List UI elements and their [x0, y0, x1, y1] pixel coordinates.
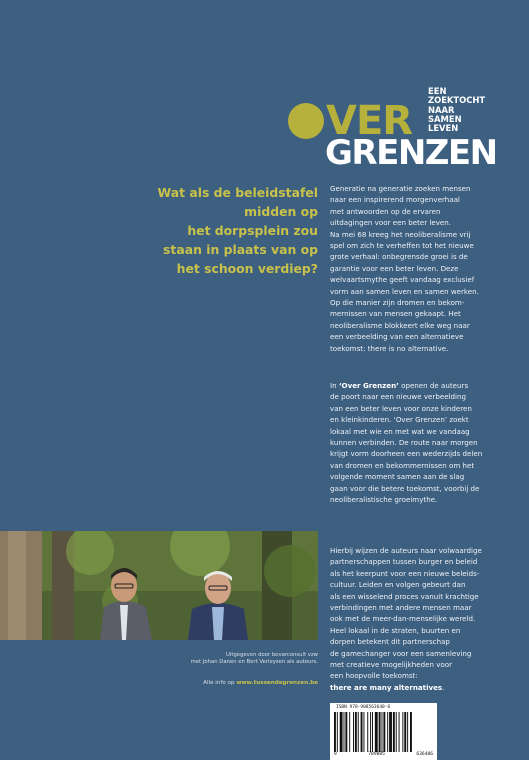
publisher-credits: Uitgegeven door bevarconsult vzw met Johan Danen en Bert Verleysen als auteurs.	[190, 652, 318, 666]
title-grenzen: GRENZEN	[325, 133, 497, 173]
website-link[interactable]: www.tussendegrenzen.be	[236, 680, 318, 686]
isbn-label: ISBN 978-908563640-6	[336, 705, 391, 710]
pull-quote: Wat als de beleidstafel midden op het dorpsplein zou staan in plaats van op het schoon verdiep?	[157, 185, 318, 276]
barcode-bars	[334, 712, 433, 752]
body-paragraph-1: Generatie na generatie zoeken mensen naar een inspirerend morgenverhaal met antwoorden op de ervaren uitdagingen voor een beter leven. Na mei 68 kreeg het neoliberalisme vrij spel om zich te verheffen tot het nieuwe grote verhaal: onbegrensde groei is de garantie voor een beter leven. Deze welvaartsmythe geeft vandaag exclusief vorm aan samen leven en samen werken. Op die manier zijn dromen en bekom- mernissen van mensen gekaapt. Het neoliberalisme blokkeert elke weg naar een verbeelding van een alternatieve toekomst: there is no alternative.	[330, 184, 479, 353]
book-title-inline: ‘Over Grenzen’	[338, 381, 399, 390]
body-paragraph-3: Hierbij wijzen de auteurs naar volwaardige partnerschappen tussen burger en beleid als het keerpunt voor een nieuwe beleids- cultuur. Leiden en volgen gebeurt dan als een wisselend proces vanuit krachtige verbindingen met andere mensen maar ook met de meer-dan-menselijke wereld. Heel lokaal in de straten, buurten en dorpen betekent dit partnerschap de gamechanger voor een samenleving met creatieve mogelijkheden voor een hoopvolle toekomst: there are many alternatives.	[330, 546, 482, 692]
authors-photo	[0, 531, 318, 640]
authors-photo-illustration	[0, 531, 318, 640]
body-paragraph-2: In ‘Over Grenzen’ openen de auteurs de poort naar een nieuwe verbeelding van een beter leven voor onze kinderen en kleinkinderen. ‘Over Grenzen’ zoekt lokaal met wie en met wat we vandaag kunnen verbinden. De route naar morgen krijgt vorm doorheen een wederzijds delen van dromen en bekommernissen om het volgende moment samen aan de slag gaan voor die betere toekomst, voorbij de neoliberalistische groeimythe.	[330, 381, 483, 505]
book-title-logo	[288, 85, 528, 175]
tagline: EEN ZOEKTOCHT NAAR SAMEN LEVEN	[428, 86, 486, 134]
barcode-digits: 9 789085 636406	[334, 752, 433, 757]
title-over: VER	[288, 101, 412, 141]
isbn-barcode	[330, 703, 437, 760]
o-circle-logo	[288, 103, 324, 139]
closing-phrase: there are many alternatives	[330, 682, 443, 692]
info-line: Alle info op www.tussendegrenzen.be	[203, 680, 318, 686]
